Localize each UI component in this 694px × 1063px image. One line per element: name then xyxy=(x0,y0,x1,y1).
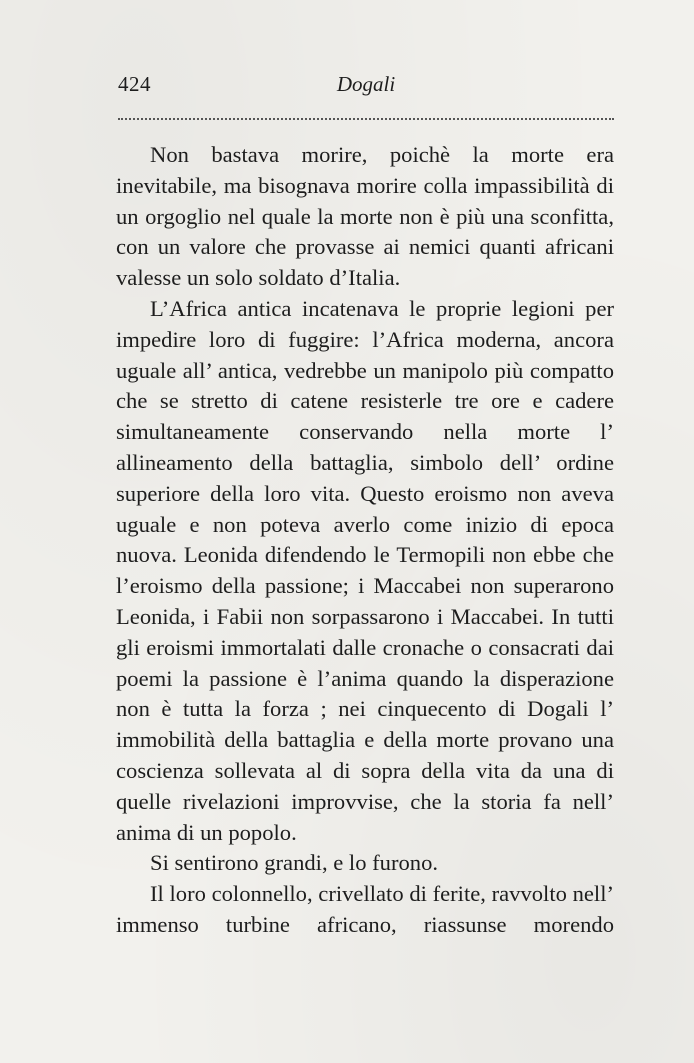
body-text xyxy=(116,140,614,941)
header-rule xyxy=(118,118,614,120)
paragraph: Il loro colonnello, crivellato di ferite, ravvolto nell’ immenso turbine africano, riassunse morendo xyxy=(116,881,614,937)
page-header xyxy=(118,72,614,102)
paragraph: Si sentirono grandi, e lo furono. xyxy=(150,850,439,876)
page-number: 424 xyxy=(118,72,151,96)
running-title: Dogali xyxy=(336,72,396,96)
paragraph: L’Africa antica incatenava le proprie legioni per impedire loro di fuggire: l’Africa moderna, ancora uguale all’ antica, vedrebbe un manipolo più compatto che se stretto di catene resisterle tre ore e cadere simultaneamente conservando nella morte l’ allineamento della battaglia, simbolo dell’ ordine superiore della loro vita. Questo eroismo non aveva uguale e non poteva averlo come inizio di epoca nuova. Leonida difendendo le Termopili non ebbe che l’eroismo della passione; i Maccabei non superarono Leonida, i Fabii non sorpassarono i Maccabei. In tutti gli eroismi immortalati dalle cronache o consacrati dai poemi la passione è l’anima quando la disperazione non è tutta la forza ; nei cinquecento di Dogali l’ immobilità della battaglia e della morte provano una coscienza sollevata al di sopra della vita da una di quelle rivelazioni improvvise, che la storia fa nell’ anima di un popolo. xyxy=(116,295,614,845)
paragraph: Non bastava morire, poichè la morte era inevitabile, ma bisognava morire colla impassibilità di un orgoglio nel quale la morte non è più una sconfitta, con un valore che provasse ai nemici quanti africani valesse un solo soldato d’Italia. xyxy=(116,142,614,291)
